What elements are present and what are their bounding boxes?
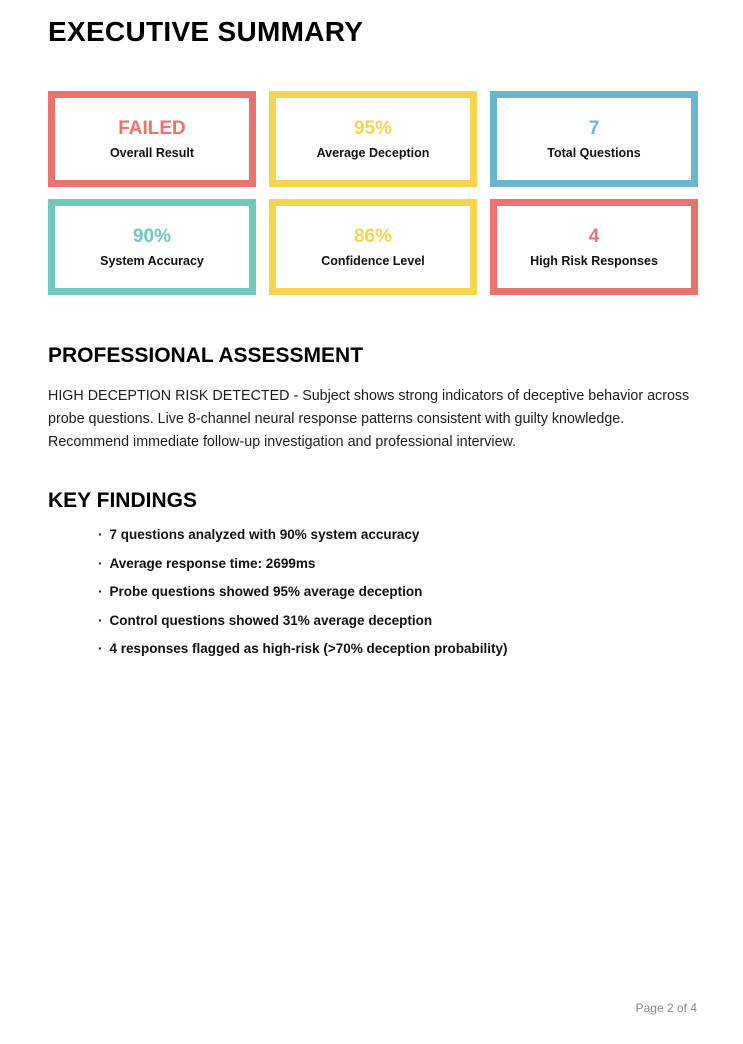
stat-value: 7	[588, 117, 600, 139]
finding-text: 4 responses flagged as high-risk (>70% deception probability)	[109, 641, 508, 656]
stat-label: Total Questions	[547, 145, 641, 160]
bullet-glyph: ·	[98, 584, 103, 599]
page-title: EXECUTIVE SUMMARY	[48, 16, 364, 47]
stat-label: Confidence Level	[321, 253, 425, 268]
findings-heading: KEY FINDINGS	[48, 489, 197, 512]
finding-item	[98, 555, 697, 573]
stat-value: 4	[588, 225, 600, 247]
stat-card-system-accuracy	[48, 199, 256, 295]
professional-assessment-section	[48, 343, 697, 454]
findings-list	[48, 526, 697, 658]
stat-value: 90%	[132, 225, 172, 247]
finding-item	[98, 640, 697, 658]
bullet-glyph: ·	[98, 641, 103, 656]
stat-label: High Risk Responses	[530, 253, 658, 268]
stat-card-overall-result	[48, 91, 256, 187]
stats-grid	[48, 91, 698, 295]
finding-item	[98, 612, 697, 630]
stat-card-confidence-level	[269, 199, 477, 295]
finding-text: 7 questions analyzed with 90% system accuracy	[109, 527, 420, 542]
bullet-glyph: ·	[98, 555, 103, 571]
stat-label: System Accuracy	[100, 253, 204, 268]
assessment-heading: PROFESSIONAL ASSESSMENT	[48, 344, 364, 367]
stat-label: Average Deception	[316, 145, 430, 160]
bullet-glyph: ·	[98, 527, 103, 542]
stat-card-total-questions	[490, 91, 698, 187]
key-findings-section	[48, 488, 697, 658]
finding-item	[98, 526, 697, 544]
finding-text: Probe questions showed 95% average deception	[109, 584, 423, 599]
stat-value: 95%	[353, 117, 393, 139]
finding-item	[98, 583, 697, 601]
stat-value: FAILED	[118, 117, 186, 139]
finding-text: Control questions showed 31% average deception	[109, 612, 433, 628]
stat-label: Overall Result	[109, 145, 195, 160]
finding-text: Average response time: 2699ms	[109, 555, 316, 571]
stat-card-average-deception	[269, 91, 477, 187]
stat-value: 86%	[353, 225, 393, 247]
assessment-body-text: HIGH DECEPTION RISK DETECTED - Subject shows strong indicators of deceptive behavior across probe questions. Live 8-channel neural response patterns consistent with guilty knowledge. Recommend immediate follow-up investigation and professional interview.	[48, 388, 690, 450]
stat-card-high-risk-responses	[490, 199, 698, 295]
page-number: Page 2 of 4	[635, 1001, 697, 1015]
bullet-glyph: ·	[98, 612, 103, 628]
